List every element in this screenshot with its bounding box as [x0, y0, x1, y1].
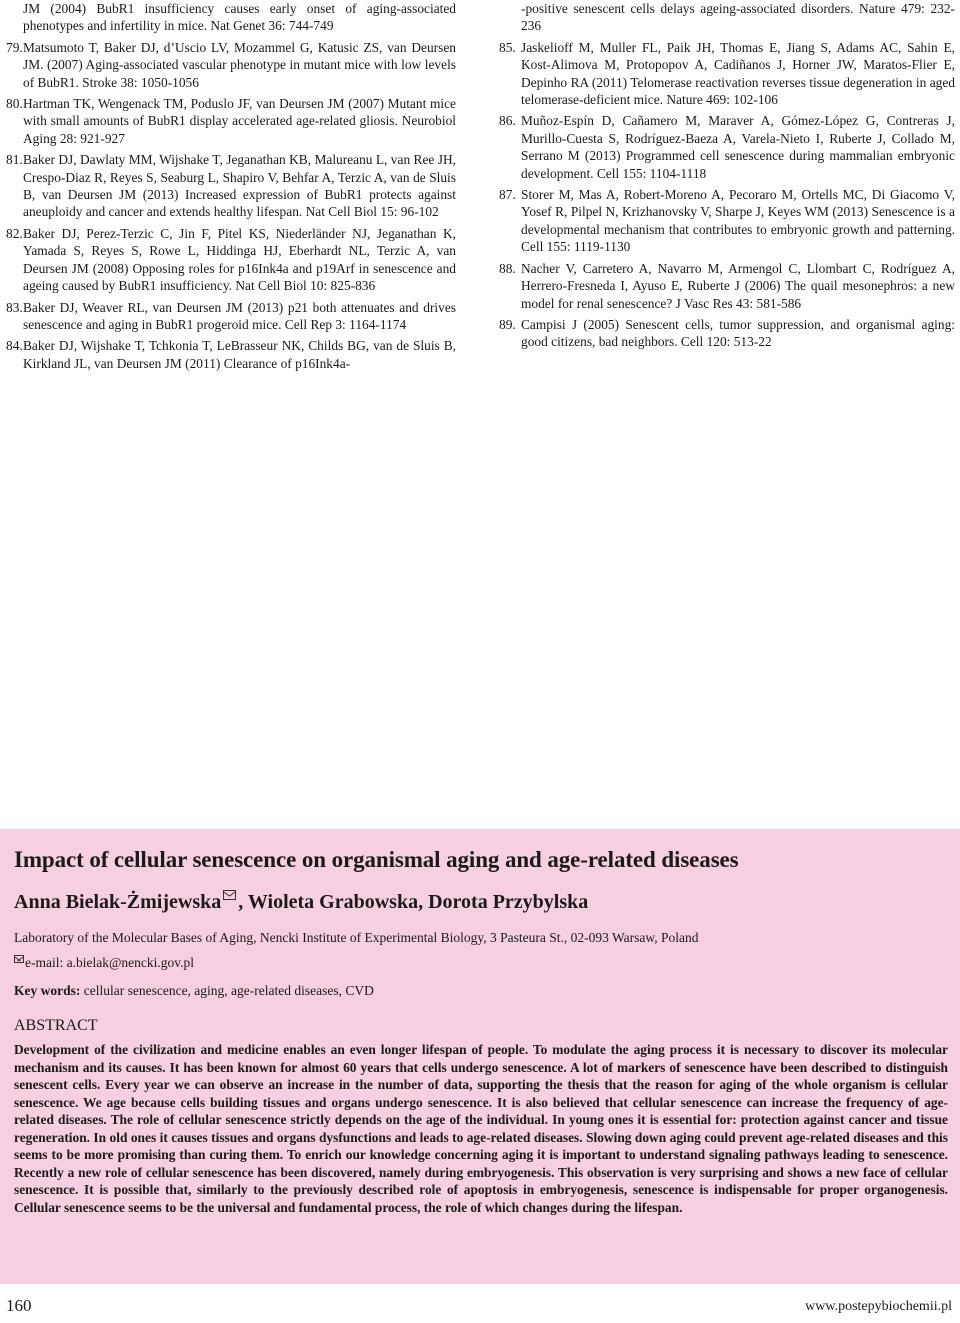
keywords-text: cellular senescence, aging, age-related diseases, CVD	[80, 983, 374, 998]
keywords-line	[14, 983, 948, 999]
reference-item	[6, 151, 456, 221]
reference-text: Hartman TK, Wengenack TM, Poduslo JF, van Deursen JM (2007) Mutant mice with small amounts of BubR1 display accelerated age-related gliosis. Neurobiol Aging 28: 921-927	[23, 96, 456, 146]
reference-text: Baker DJ, Weaver RL, van Deursen JM (2013) p21 both attenuates and drives senescence and aging in BubR1 progeroid mice. Cell Rep 3: 1164-1174	[23, 299, 456, 332]
article-header-box	[0, 829, 960, 1284]
corresponding-author: Anna Bielak-Żmijewska	[14, 891, 222, 913]
reference-text: JM (2004) BubR1 insufficiency causes early onset of aging-associated phenotypes and infertility in mice. Nat Genet 36: 744-749	[23, 1, 456, 34]
reference-item	[499, 112, 955, 182]
affiliation: Laboratory of the Molecular Bases of Aging, Nencki Institute of Experimental Biology, 3 Pasteura St., 02-093 Warsaw, Poland	[14, 930, 699, 945]
reference-number: 83.	[6, 299, 23, 315]
reference-text: Jaskelioff M, Muller FL, Paik JH, Thomas E, Jiang S, Adams AC, Sahin E, Kost-Alimova M, Protopopov A, Cadiñanos J, Horner JW, Maratos-Flier E, Depinho RA (2011) Telomerase reactivation reverses tissue degeneration in aged telomerase-deficient mice. Nature 469: 102-106	[521, 39, 955, 108]
envelope-icon	[14, 955, 24, 963]
reference-text: Baker DJ, Dawlaty MM, Wijshake T, Jeganathan KB, Malureanu L, van Ree JH, Crespo-Diaz R, Reyes S, Seaburg L, Shapiro V, Behfar A, Terzic A, van de Sluis B, van Deursen JM (2013) Increased expression of BubR1 protects against aneuploidy and cancer and extends healthy lifespan. Nat Cell Biol 15: 96-102	[23, 152, 456, 220]
reference-number: 87.	[499, 187, 516, 203]
reference-text: Campisi J (2005) Senescent cells, tumor suppression, and organismal aging: good citizens, bad neighbors. Cell 120: 513-22	[521, 316, 955, 350]
reference-item	[6, 0, 456, 35]
abstract-text: Development of the civilization and medicine enables an even longer lifespan of people. To modulate the aging process it is necessary to discover its molecular mechanism and its causes. It has been known for almost 60 years that cells undergo senescence. A lot of markers of senescence have been described to distinguish senescent cells. Every year we can observe an increase in the number of data, supporting the thesis that the reason for aging of the whole organism is cellular senescence. We age because cells building tissues and organs undergo senescence. It is also believed that cellular senescence can increase the frequency of age-related diseases. The role of cellular senescence strictly depends on the age of the individual. In young ones it is essential for: protection against cancer and tissue regeneration. In old ones it causes tissues and organs dysfunctions and leads to age-related diseases. Slowing down aging could prevent age-related diseases and this seems to be more promising than curing them. To enrich our knowledge concerning aging it is important to understand signaling pathways leading to senescence. Recently a new role of cellular senescence has been discovered, namely during embryogenesis. This observation is very surprising and shows a new face of cellular senescence. It is possible that, similarly to the previously described role of apoptosis in embryogenesis, senescence is indispensable for proper organogenesis. Cellular senescence seems to be the universal and fundamental process, the role of which changes during the lifespan.	[14, 1042, 948, 1215]
reference-number: 79.	[6, 39, 23, 55]
reference-number: 84.	[6, 338, 23, 354]
reference-text: Baker DJ, Perez-Terzic C, Jin F, Pitel KS, Niederländer NJ, Jeganathan K, Yamada S, Reyes S, Rowe L, Hiddinga HJ, Eberhardt NL, Terzic A, van Deursen JM (2008) Opposing roles for p16Ink4a and p19Arf in senescence and ageing caused by BubR1 insufficiency. Nat Cell Biol 10: 825-836	[23, 225, 456, 294]
reference-text: Baker DJ, Wijshake T, Tchkonia T, LeBrasseur NK, Childs BG, van de Sluis B, Kirkland JL, van Deursen JM (2011) Clearance of p16Ink4a-	[23, 338, 456, 371]
journal-website: www.postepybiochemii.pl	[805, 1299, 952, 1314]
page-number: 160	[6, 1296, 32, 1315]
reference-item	[499, 0, 955, 35]
reference-text: Nacher V, Carretero A, Navarro M, Armengol C, Llombart C, Rodríguez A, Herrero-Fresneda I, Ayuso E, Ruberte J (2006) The quail mesonephros: a new model for renal senescence? J Vasc Res 43: 581-586	[521, 260, 955, 311]
other-authors: , Wioleta Grabowska, Dorota Przybylska	[238, 891, 589, 913]
reference-item	[6, 337, 456, 372]
reference-text: -positive senescent cells delays ageing-associated disorders. Nature 479: 232-236	[521, 1, 955, 34]
email-address: e-mail: a.bielak@nencki.gov.pl	[25, 955, 195, 970]
reference-text: Storer M, Mas A, Robert-Moreno A, Pecoraro M, Ortells MC, Di Giacomo V, Yosef R, Pilpel N, Krizhanovsky V, Sharpe J, Keyes WM (2013) Senescence is a developmental mechanism that contributes to embryonic growth and patterning. Cell 155: 1119-1130	[521, 187, 955, 255]
reference-number: 85.	[499, 39, 516, 55]
references-right-column	[499, 0, 955, 355]
reference-number: 86.	[499, 113, 516, 129]
keywords-label: Key words:	[14, 983, 81, 998]
reference-number: 88.	[499, 260, 516, 276]
reference-item	[6, 39, 456, 91]
reference-item	[6, 299, 456, 334]
reference-item	[499, 186, 955, 256]
abstract-heading: ABSTRACT	[14, 1017, 98, 1034]
reference-number: 81.	[6, 152, 23, 168]
reference-item	[499, 39, 955, 109]
article-title: Impact of cellular senescence on organismal aging and age-related diseases	[14, 847, 739, 872]
reference-item	[6, 225, 456, 295]
references-left-column	[6, 0, 456, 376]
reference-text: Muñoz-Espín D, Cañamero M, Maraver A, Gómez-López G, Contreras J, Murillo-Cuesta S, Rodríguez-Baeza A, Varela-Nieto I, Ruberte J, Collado M, Serrano M (2013) Programmed cell senescence during mammalian embryonic development. Cell 155: 1104-1118	[521, 113, 955, 181]
reference-number: 89.	[499, 316, 516, 332]
envelope-icon	[223, 890, 236, 900]
reference-number: 82.	[6, 225, 23, 241]
email-line	[14, 955, 948, 971]
reference-item	[499, 260, 955, 312]
reference-number: 80.	[6, 96, 23, 112]
reference-item	[499, 316, 955, 351]
reference-text: Matsumoto T, Baker DJ, d’Uscio LV, Mozammel G, Katusic ZS, van Deursen JM. (2007) Aging-associated vascular phenotype in mutant mice with low levels of BubR1. Stroke 38: 1050-1056	[23, 39, 456, 90]
reference-item	[6, 95, 456, 147]
authors-line	[14, 891, 948, 914]
